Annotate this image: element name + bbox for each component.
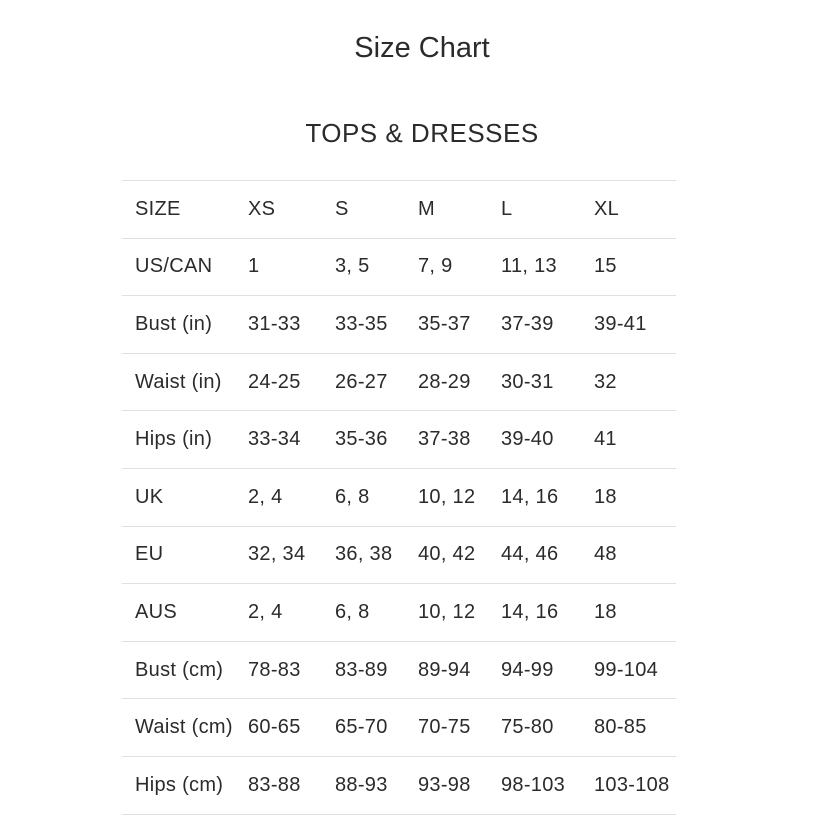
- size-value: 32, 34: [248, 526, 335, 584]
- size-value: 35-37: [418, 296, 501, 354]
- size-value: 37-38: [418, 411, 501, 469]
- column-header-xs: XS: [248, 180, 335, 238]
- size-value: 3, 5: [335, 238, 418, 296]
- table-row: [122, 411, 676, 469]
- size-value: 41: [594, 411, 676, 469]
- row-label: Hips (in): [122, 411, 248, 469]
- size-value: 18: [594, 584, 676, 642]
- column-header-xl: XL: [594, 180, 676, 238]
- size-value: 39-40: [501, 411, 594, 469]
- table-row: [122, 641, 676, 699]
- size-value: 1: [248, 238, 335, 296]
- size-value: 28-29: [418, 353, 501, 411]
- size-value: 36, 38: [335, 526, 418, 584]
- size-value: 6, 8: [335, 468, 418, 526]
- size-value: 7, 9: [418, 238, 501, 296]
- table-row: [122, 238, 676, 296]
- table-row: [122, 756, 676, 814]
- size-value: 48: [594, 526, 676, 584]
- size-value: 80-85: [594, 699, 676, 757]
- size-value: 83-88: [248, 756, 335, 814]
- size-value: 10, 12: [418, 468, 501, 526]
- size-value: 83-89: [335, 641, 418, 699]
- size-value: 89-94: [418, 641, 501, 699]
- size-value: 88-93: [335, 756, 418, 814]
- size-value: 26-27: [335, 353, 418, 411]
- row-label: Waist (cm): [122, 699, 248, 757]
- table-row: [122, 699, 676, 757]
- size-table: [122, 180, 676, 815]
- size-value: 30-31: [501, 353, 594, 411]
- size-value: 93-98: [418, 756, 501, 814]
- size-value: 31-33: [248, 296, 335, 354]
- table-row: [122, 468, 676, 526]
- size-value: 2, 4: [248, 584, 335, 642]
- size-value: 33-35: [335, 296, 418, 354]
- size-value: 99-104: [594, 641, 676, 699]
- size-value: 40, 42: [418, 526, 501, 584]
- size-table-body: [122, 238, 676, 814]
- size-value: 60-65: [248, 699, 335, 757]
- row-label: EU: [122, 526, 248, 584]
- size-value: 70-75: [418, 699, 501, 757]
- table-row: [122, 526, 676, 584]
- column-header-size: SIZE: [122, 180, 248, 238]
- size-value: 10, 12: [418, 584, 501, 642]
- column-header-m: M: [418, 180, 501, 238]
- size-value: 44, 46: [501, 526, 594, 584]
- column-header-s: S: [335, 180, 418, 238]
- row-label: Hips (cm): [122, 756, 248, 814]
- row-label: Bust (in): [122, 296, 248, 354]
- section-title: TOPS & DRESSES: [305, 117, 539, 148]
- size-value: 33-34: [248, 411, 335, 469]
- row-label: Bust (cm): [122, 641, 248, 699]
- size-value: 15: [594, 238, 676, 296]
- table-row: [122, 296, 676, 354]
- size-value: 75-80: [501, 699, 594, 757]
- table-header-row: [122, 180, 676, 238]
- table-row: [122, 353, 676, 411]
- size-value: 24-25: [248, 353, 335, 411]
- size-value: 14, 16: [501, 584, 594, 642]
- row-label: AUS: [122, 584, 248, 642]
- size-value: 103-108: [594, 756, 676, 814]
- size-value: 32: [594, 353, 676, 411]
- size-value: 18: [594, 468, 676, 526]
- size-value: 98-103: [501, 756, 594, 814]
- column-header-l: L: [501, 180, 594, 238]
- size-value: 14, 16: [501, 468, 594, 526]
- size-chart-page: [122, 0, 722, 815]
- size-value: 78-83: [248, 641, 335, 699]
- row-label: US/CAN: [122, 238, 248, 296]
- table-row: [122, 584, 676, 642]
- size-value: 39-41: [594, 296, 676, 354]
- size-value: 6, 8: [335, 584, 418, 642]
- size-value: 35-36: [335, 411, 418, 469]
- size-value: 37-39: [501, 296, 594, 354]
- size-value: 94-99: [501, 641, 594, 699]
- row-label: Waist (in): [122, 353, 248, 411]
- size-value: 65-70: [335, 699, 418, 757]
- size-value: 2, 4: [248, 468, 335, 526]
- page-title: Size Chart: [354, 32, 490, 64]
- row-label: UK: [122, 468, 248, 526]
- size-value: 11, 13: [501, 238, 594, 296]
